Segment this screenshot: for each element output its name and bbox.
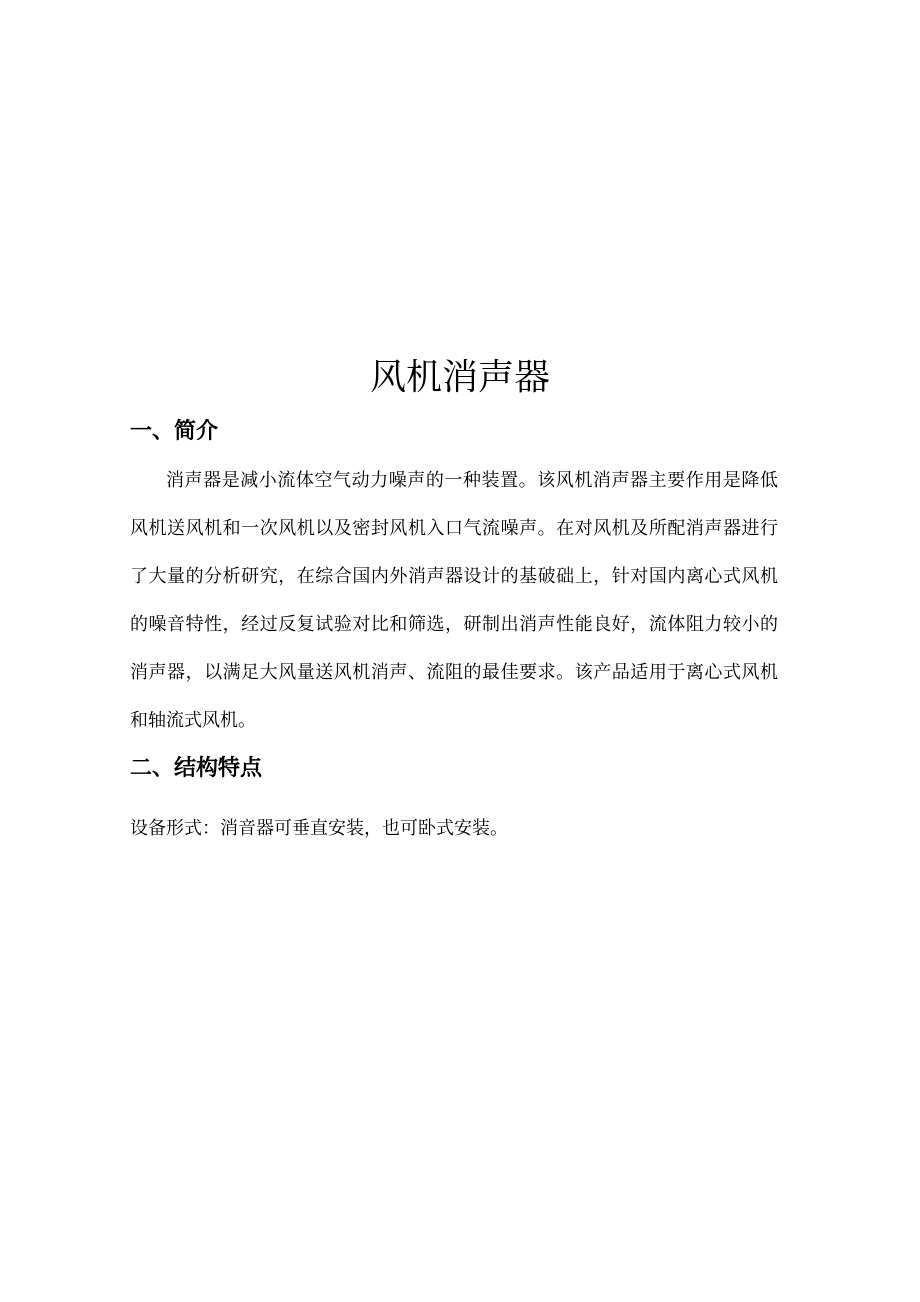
section-heading-structure: 二、结构特点: [130, 756, 263, 781]
intro-line-6: 和轴流式风机。: [130, 710, 256, 731]
intro-line-2: 风机送风机和一次风机以及密封风机入口气流噪声。在对风机及所配消声器进行: [130, 518, 778, 539]
document-title: 风机消声器: [369, 357, 550, 398]
section-heading-intro: 一、简介: [130, 419, 219, 444]
intro-line-1: 消声器是减小流体空气动力噪声的一种装置。该风机消声器主要作用是降低: [166, 470, 778, 491]
intro-line-5: 消声器，以满足大风量送风机消声、流阻的最佳要求。该产品适用于离心式风机: [130, 662, 778, 683]
structure-paragraph: [130, 814, 778, 844]
structure-line-1: 设备形式：消音器可垂直安装，也可卧式安装。: [130, 818, 508, 839]
intro-paragraph: [130, 466, 778, 736]
intro-line-4: 的噪音特性，经过反复试验对比和筛选，研制出消声性能良好，流体阻力较小的: [130, 614, 778, 635]
intro-line-3: 了大量的分析研究，在综合国内外消声器设计的基破础上，针对国内离心式风机: [130, 566, 778, 587]
